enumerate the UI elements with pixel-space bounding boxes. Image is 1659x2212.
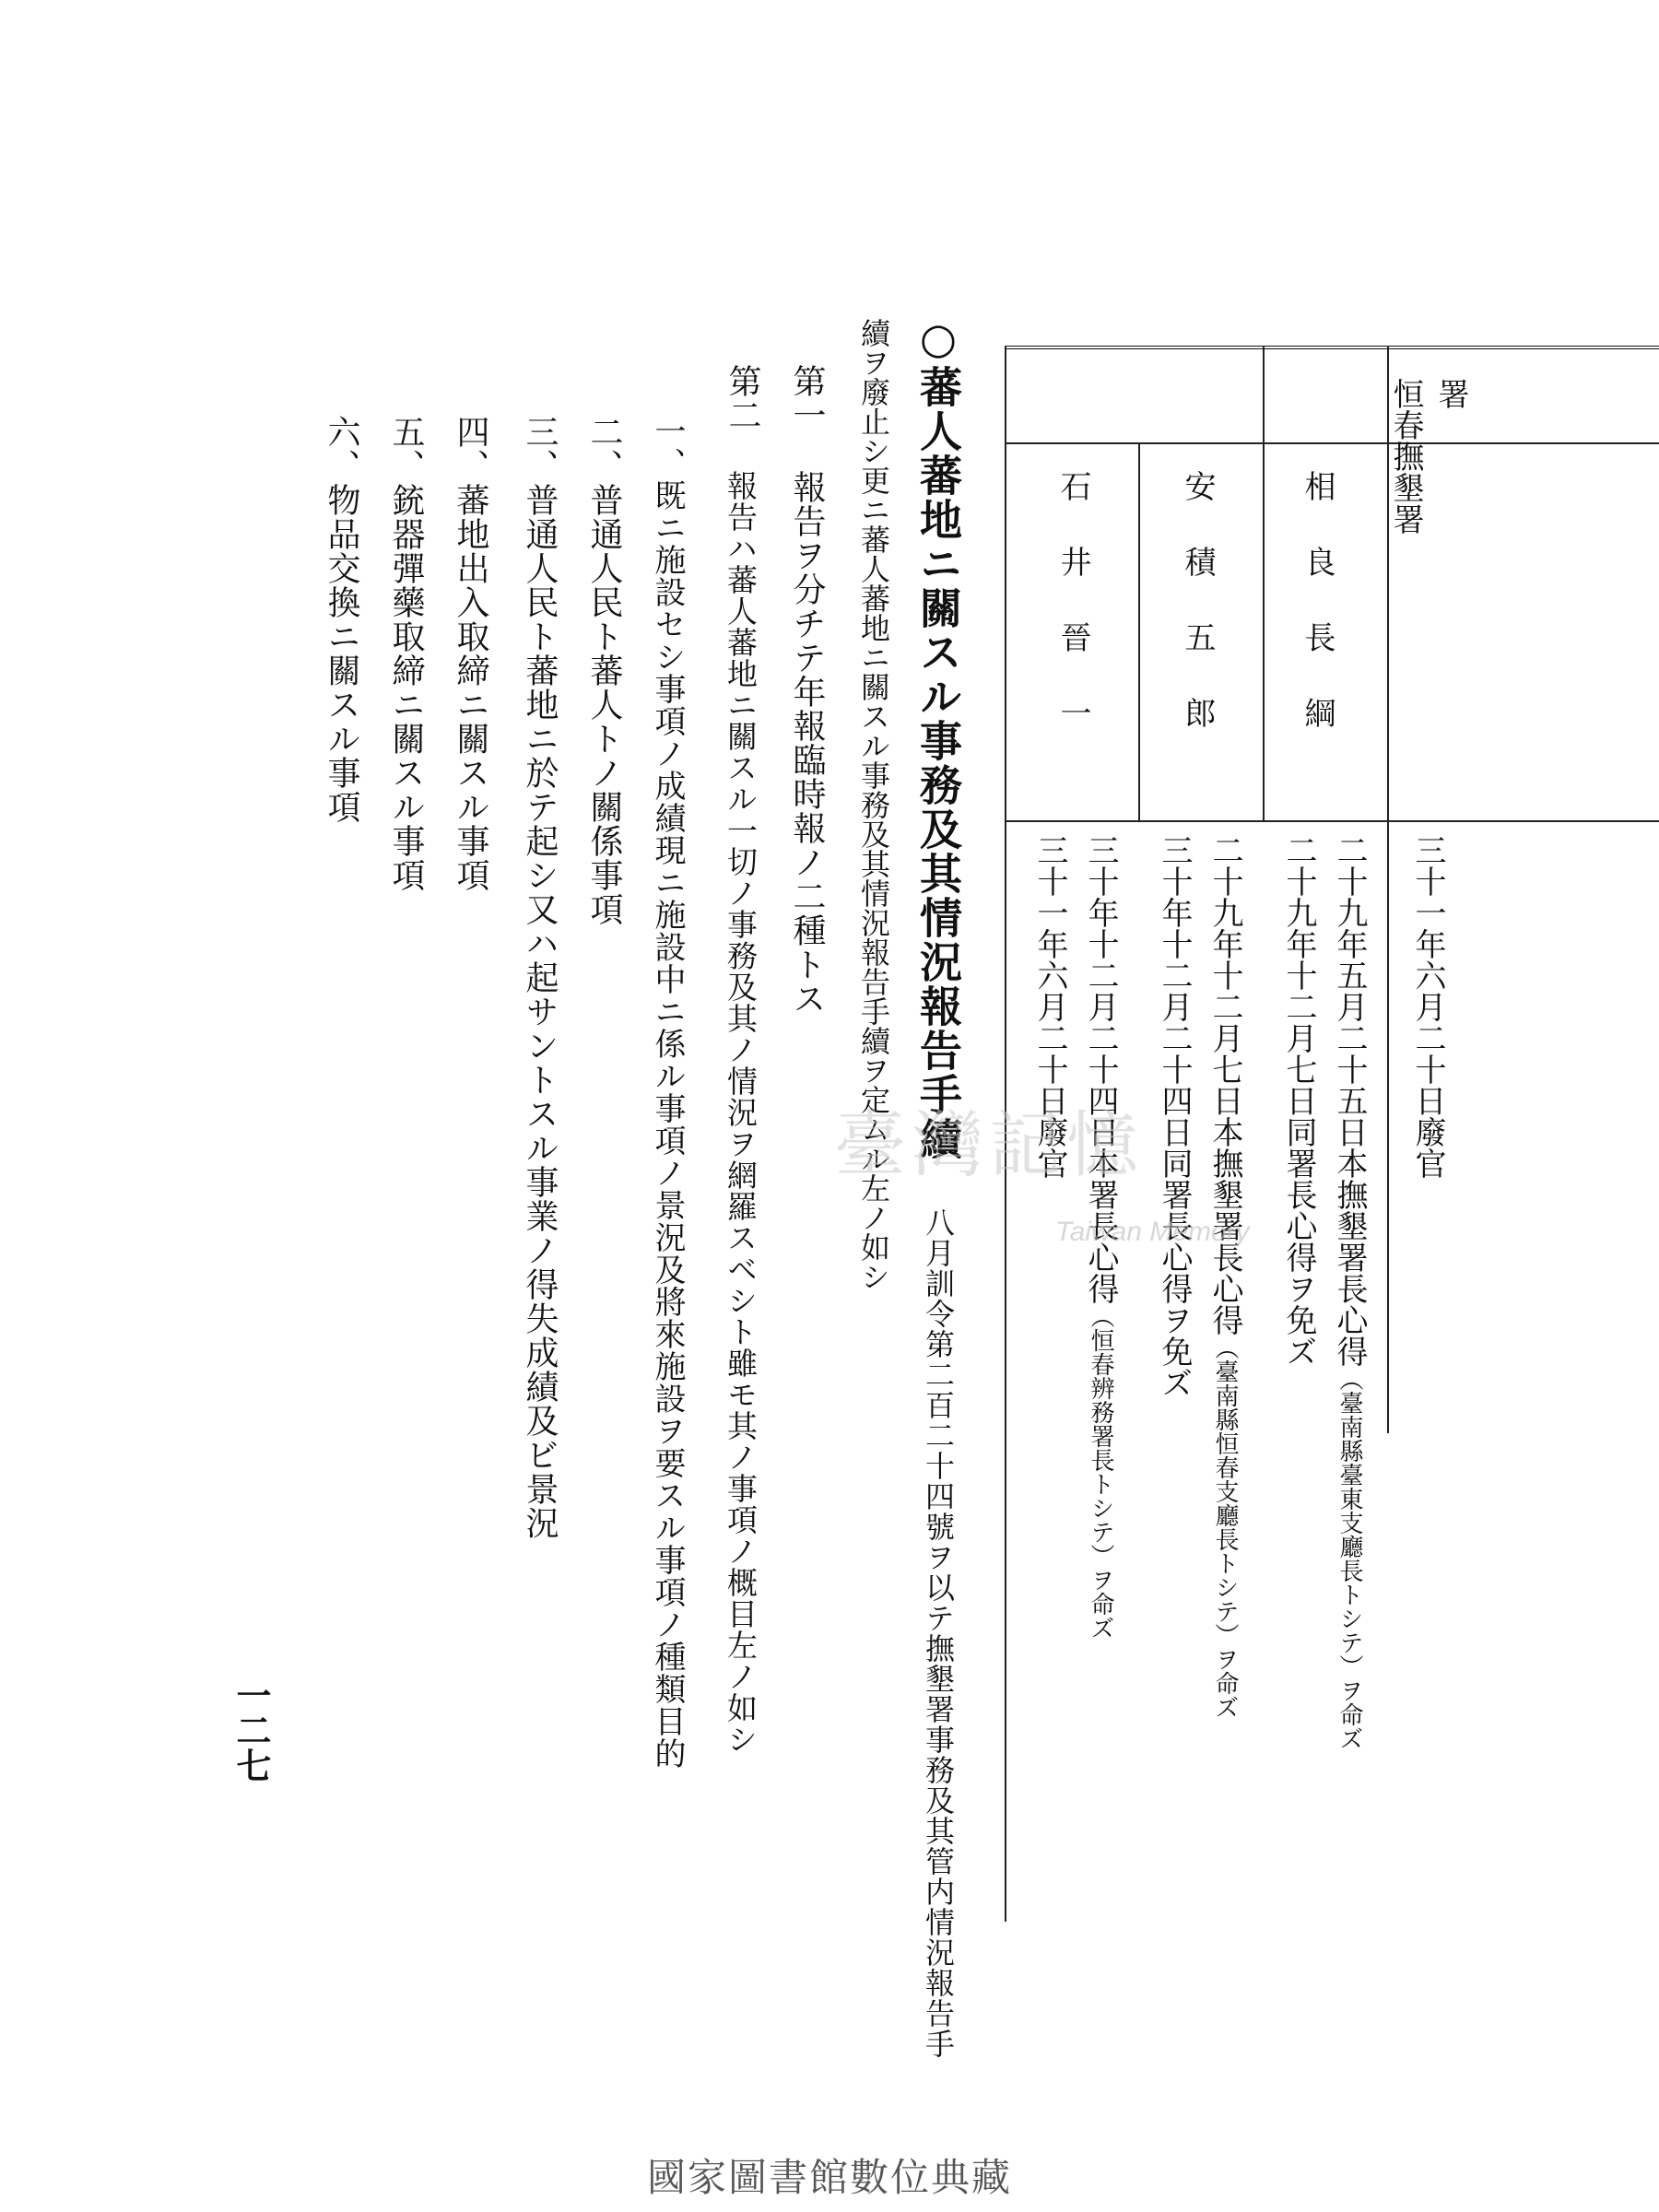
date-col-2-main: 二十九年五月二十五日本撫墾署長心得 bbox=[1331, 834, 1368, 1367]
watermark-logo: 臺灣記憶 bbox=[834, 1104, 1145, 1187]
name-azumi: 安積五郎 bbox=[1179, 470, 1216, 772]
date-col-6-paren: （恒春辨務署長トシテ） bbox=[1087, 1304, 1114, 1568]
list-item-5: 五、銃器彈藥取締ニ關スル事項 bbox=[387, 415, 425, 892]
date-col-5: 三十年十二月二十四日同署長心得ヲ免ズ bbox=[1156, 834, 1193, 1398]
date-col-3: 二十九年十二月七日同署長心得ヲ免ズ bbox=[1280, 834, 1317, 1367]
date-col-4 bbox=[1203, 834, 1248, 1719]
watermark-subtitle: Taiwan Memory bbox=[1055, 1217, 1250, 1247]
date-col-2-paren: （臺南縣臺東支廳長トシテ） bbox=[1335, 1367, 1363, 1678]
date-col-4-paren: （臺南縣恒春支廳長トシテ） bbox=[1211, 1335, 1239, 1647]
table-divider bbox=[1138, 442, 1140, 820]
list-item-2: 二、普通人民ト蕃人トノ關係事項 bbox=[585, 415, 623, 926]
article1-text: 報告ヲ分チテ年報臨時報ノ二種トス bbox=[788, 470, 826, 1016]
date-col-4-paren-text: 臺南縣恒春支廳長トシテ bbox=[1211, 1359, 1239, 1623]
article2-text: 報告ハ蕃人蕃地ニ關スル一切ノ事務及其ノ情況ヲ網羅スベシト雖モ其ノ事項ノ概目左ノ如シ bbox=[723, 470, 759, 1755]
table-header-office: 署 bbox=[1432, 378, 1469, 409]
table-name-rule bbox=[1005, 820, 1659, 822]
table-header-rule bbox=[1005, 442, 1659, 444]
section-title: ○蕃人蕃地ニ關スル事務及其情況報告手續 bbox=[913, 313, 963, 1161]
date-col-4-tail: ヲ命ズ bbox=[1211, 1647, 1239, 1719]
section-intro-line2: 續ヲ廢止シ更ニ蕃人蕃地ニ關スル事務及其情況報告手續ヲ定ムル左ノ如シ bbox=[856, 318, 891, 1291]
list-item-6: 六、物品交換ニ關スル事項 bbox=[323, 415, 360, 824]
list-item-4: 四、蕃地出入取締ニ關スル事項 bbox=[452, 415, 489, 892]
date-col-2 bbox=[1327, 834, 1372, 1750]
date-col-2-tail: ヲ命ズ bbox=[1335, 1678, 1363, 1750]
article2-label: 第二 bbox=[724, 364, 761, 432]
list-item-1: 一、既ニ施設セシ事項ノ成績現ニ施設中ニ係ル事項ノ景況及將來施設ヲ要スル事項ノ種類目的 bbox=[649, 415, 686, 1770]
date-col-7: 三十一年六月二十日廢官 bbox=[1031, 834, 1068, 1179]
section-intro-line1: 八月訓令第二百二十四號ヲ以テ撫墾署事務及其管内情況報告手 bbox=[921, 1207, 956, 2059]
date-col-6-tail: ヲ命ズ bbox=[1087, 1568, 1114, 1640]
date-col-6-paren-text: 恒春辨務署長トシテ bbox=[1087, 1328, 1114, 1544]
name-sagara: 相良長綱 bbox=[1299, 470, 1335, 772]
office-name-row bbox=[1060, 378, 1429, 535]
name-ishii: 石井晉一 bbox=[1054, 470, 1091, 772]
date-col-4-main: 二十九年十二月七日本撫墾署長心得 bbox=[1206, 834, 1243, 1335]
date-col-6-main: 三十年十二月二十四日本署長心得 bbox=[1082, 834, 1119, 1304]
article1-label: 第一 bbox=[788, 364, 826, 432]
library-footer: 國家圖書館數位典藏 bbox=[646, 2155, 1012, 2200]
page-number: 一二七 bbox=[230, 1677, 272, 1783]
office-name: 恒春撫墾署 bbox=[1387, 378, 1424, 535]
list-item-3: 三、普通人民ト蕃地ニ於テ起シ又ハ起サントスル事業ノ得失成績及ビ景況 bbox=[521, 415, 559, 1540]
date-col-1: 三十一年六月二十日廢官 bbox=[1409, 834, 1446, 1179]
date-col-2-paren-text: 臺南縣臺東支廳長トシテ bbox=[1335, 1391, 1363, 1654]
